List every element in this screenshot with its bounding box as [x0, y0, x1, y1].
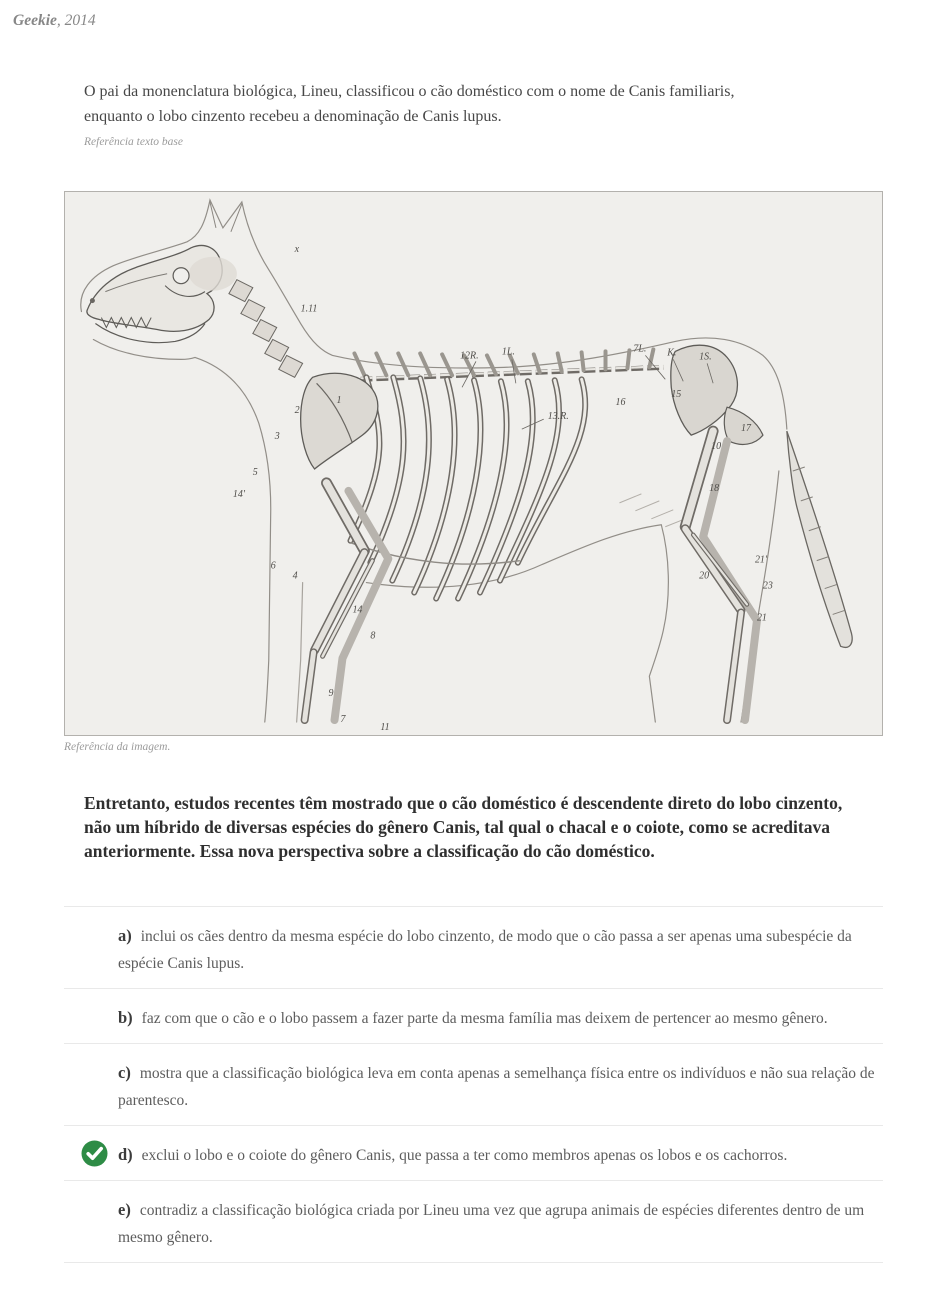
option-e[interactable] [64, 1180, 883, 1262]
bone-label: 1S. [699, 351, 712, 363]
option-d[interactable] [64, 1125, 883, 1180]
bone-label: 15 [671, 389, 682, 401]
bone-label: 18 [709, 482, 720, 494]
bone-label: 3 [274, 431, 280, 443]
bone-label: 1 [336, 395, 342, 407]
source-citation [0, 0, 941, 30]
options-list [64, 906, 883, 1263]
intro-paragraph: O pai da monenclatura biológica, Lineu, classificou o cão doméstico com o nome de Canis familiaris, enquanto o lobo cinzento recebeu a denominação de Canis lupus. [84, 83, 735, 125]
bone-label: 11 [380, 722, 390, 734]
option-c[interactable] [64, 1043, 883, 1125]
option-e-text: contradiz a classificação biológica criada por Lineu uma vez que agrupa animais de espécies diferentes dentro de um mesmo gênero. [118, 1202, 865, 1246]
bone-label: 12R. [460, 350, 479, 362]
bone-label: x [294, 243, 300, 255]
dog-skeleton-illustration [65, 192, 882, 735]
bone-label: 6 [270, 560, 276, 572]
source-name: Geekie [13, 12, 57, 29]
bone-label: 14' [232, 488, 245, 500]
bone-label: K. [667, 347, 677, 359]
bone-label: 5 [252, 466, 258, 478]
bone-label: 7L. [633, 343, 647, 355]
option-d-letter: d) [118, 1145, 133, 1164]
image-reference: Referência da imagem. [64, 741, 171, 753]
bone-label: 20 [699, 570, 710, 582]
intro-reference: Referência texto base [84, 136, 183, 148]
bone-label: 21' [754, 554, 768, 566]
option-c-letter: c) [118, 1063, 131, 1082]
option-a-letter: a) [118, 926, 132, 945]
bone-label: 13.R. [547, 411, 569, 423]
question-statement: Entretanto, estudos recentes têm mostrado que o cão doméstico é descendente direto do lobo cinzento, não um híbrido de diversas espécies do gênero Canis, tal qual o chacal e o coiote, como se acreditava anteriormente. Essa nova perspectiva sobre a classificação do cão doméstico. [84, 793, 843, 861]
bone-label: 2 [294, 405, 300, 417]
option-b[interactable] [64, 988, 883, 1043]
bone-label: 16 [615, 397, 626, 409]
question-content [64, 79, 883, 1263]
bone-label: 7 [340, 714, 346, 726]
bone-label: 1L. [501, 346, 515, 358]
option-c-text: mostra que a classificação biológica leva em conta apenas a semelhança física entre os indivíduos e não sua relação de parentesco. [118, 1065, 875, 1109]
bone-label: 23 [762, 580, 773, 592]
bone-label: 10 [711, 441, 722, 453]
skeleton-figure [64, 191, 883, 736]
option-a-text: inclui os cães dentro da mesma espécie do lobo cinzento, de modo que o cão passa a ser apenas uma subespécie da espécie Canis lupus. [118, 928, 852, 972]
option-a[interactable] [64, 906, 883, 988]
source-year: , 2014 [56, 12, 96, 29]
option-d-text: exclui o lobo e o coiote do gênero Canis, que passa a ter como membros apenas os lobos e os cachorros. [141, 1147, 788, 1164]
bone-label: 8 [370, 630, 376, 642]
bone-label: 4 [292, 570, 298, 582]
option-b-letter: b) [118, 1008, 133, 1027]
bone-label: 17 [741, 423, 751, 435]
option-b-text: faz com que o cão e o lobo passem a fazer parte da mesma família mas deixem de pertencer ao mesmo gênero. [141, 1010, 828, 1027]
option-e-letter: e) [118, 1200, 131, 1219]
bone-label: 14 [352, 604, 363, 616]
bone-label: 1.11 [300, 303, 318, 315]
bone-label: 21 [756, 612, 767, 624]
bone-label: 9 [328, 688, 334, 700]
correct-answer-check-icon [81, 1140, 108, 1167]
